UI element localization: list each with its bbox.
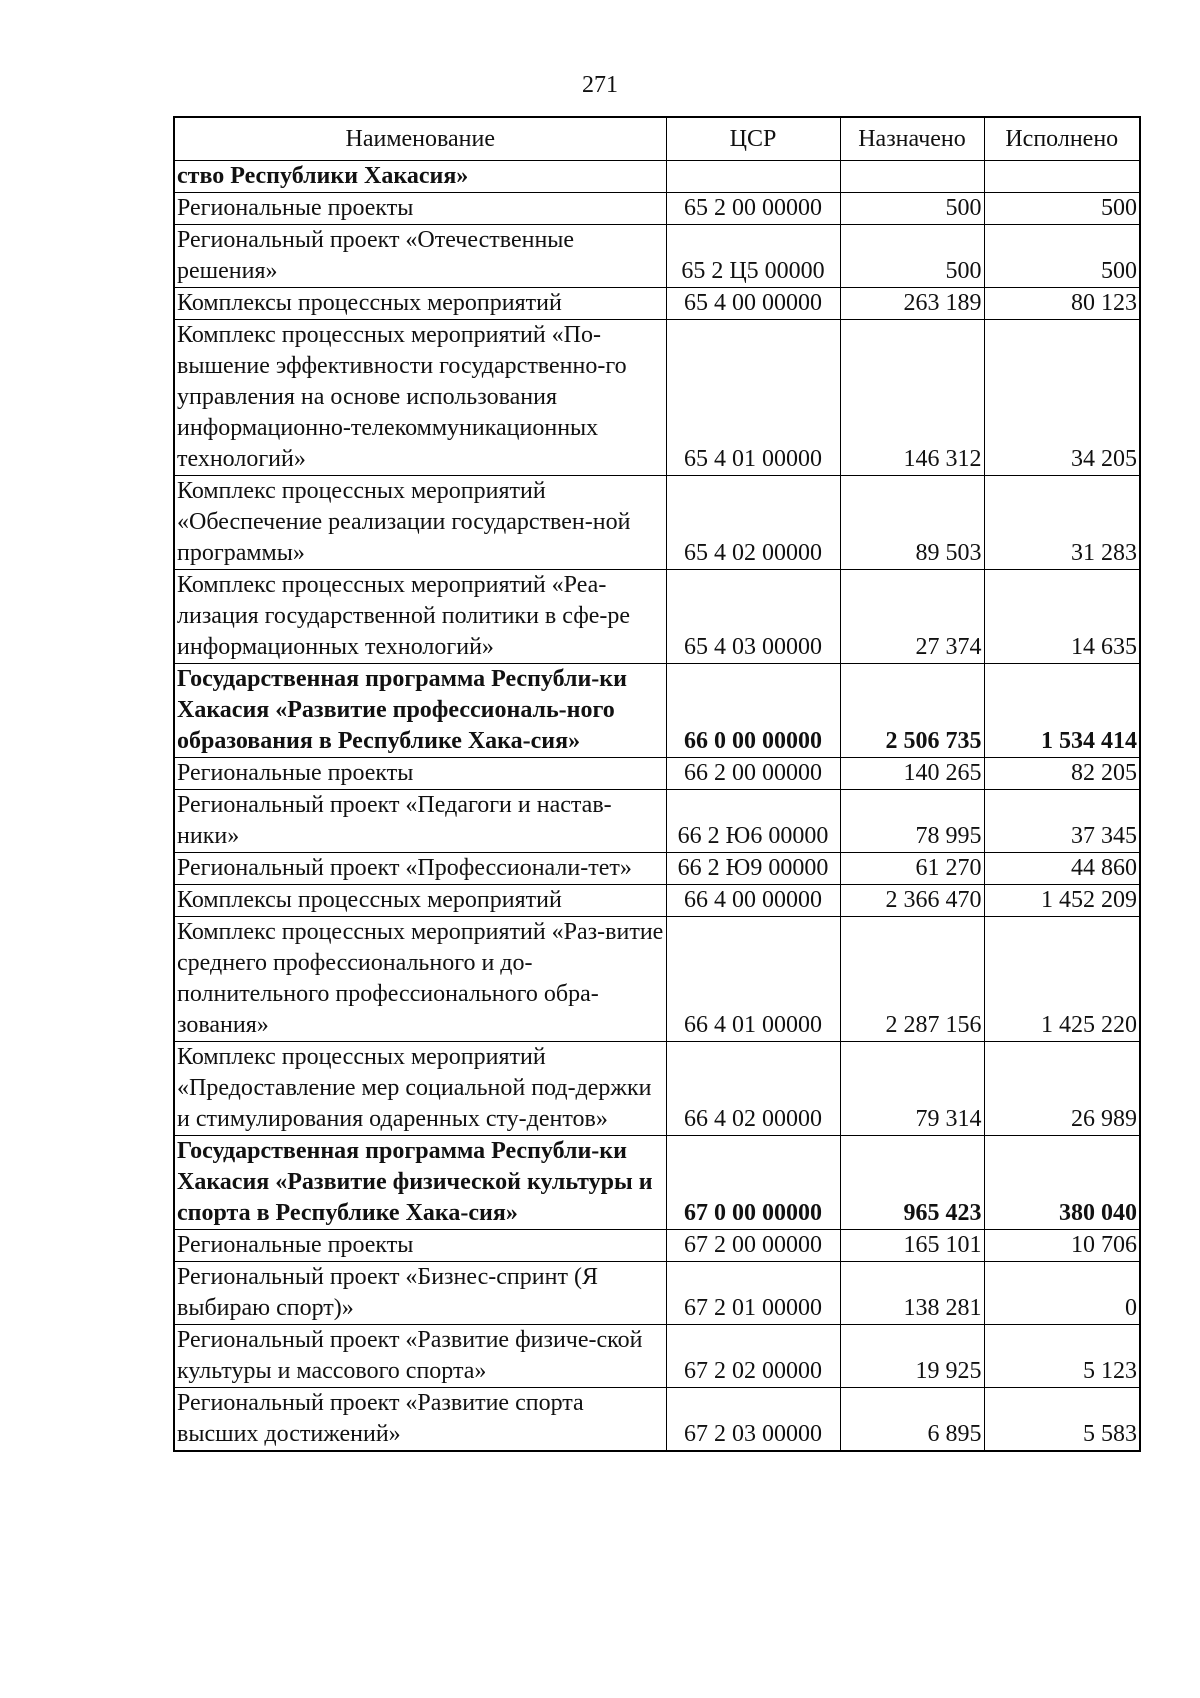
row-executed: 82 205 bbox=[984, 758, 1140, 790]
row-assigned: 138 281 bbox=[840, 1262, 984, 1325]
table-row bbox=[174, 476, 1140, 570]
table-row bbox=[174, 320, 1140, 476]
table-row bbox=[174, 664, 1140, 758]
row-csr: 65 4 02 00000 bbox=[666, 476, 840, 570]
row-assigned: 140 265 bbox=[840, 758, 984, 790]
row-executed: 31 283 bbox=[984, 476, 1140, 570]
row-assigned: 2 287 156 bbox=[840, 917, 984, 1042]
table-row bbox=[174, 1262, 1140, 1325]
row-csr: 66 0 00 00000 bbox=[666, 664, 840, 758]
budget-table bbox=[173, 116, 1141, 1452]
row-name: Комплекс процессных мероприятий «По-вышение эффективности государственно-го управления на основе использования информационно-телекоммуникационных технологий» bbox=[174, 320, 666, 476]
row-csr: 67 0 00 00000 bbox=[666, 1136, 840, 1230]
table-row bbox=[174, 758, 1140, 790]
row-executed: 37 345 bbox=[984, 790, 1140, 853]
row-executed: 0 bbox=[984, 1262, 1140, 1325]
row-assigned: 146 312 bbox=[840, 320, 984, 476]
table-row bbox=[174, 1042, 1140, 1136]
row-assigned: 2 506 735 bbox=[840, 664, 984, 758]
row-assigned: 79 314 bbox=[840, 1042, 984, 1136]
header-executed: Исполнено bbox=[984, 117, 1140, 161]
table-row bbox=[174, 225, 1140, 288]
row-executed: 380 040 bbox=[984, 1136, 1140, 1230]
header-assigned: Назначено bbox=[840, 117, 984, 161]
row-assigned: 19 925 bbox=[840, 1325, 984, 1388]
row-executed: 5 583 bbox=[984, 1388, 1140, 1452]
row-csr: 66 2 00 00000 bbox=[666, 758, 840, 790]
row-executed: 26 989 bbox=[984, 1042, 1140, 1136]
row-assigned bbox=[840, 161, 984, 193]
row-csr: 66 2 Ю6 00000 bbox=[666, 790, 840, 853]
row-executed: 1 425 220 bbox=[984, 917, 1140, 1042]
row-csr: 66 4 01 00000 bbox=[666, 917, 840, 1042]
table-row bbox=[174, 161, 1140, 193]
table-row bbox=[174, 917, 1140, 1042]
row-name: Региональный проект «Отечественные решения» bbox=[174, 225, 666, 288]
row-assigned: 500 bbox=[840, 225, 984, 288]
row-executed: 44 860 bbox=[984, 853, 1140, 885]
row-assigned: 263 189 bbox=[840, 288, 984, 320]
row-name: Региональный проект «Профессионали-тет» bbox=[174, 853, 666, 885]
row-assigned: 27 374 bbox=[840, 570, 984, 664]
table-header-row bbox=[174, 117, 1140, 161]
row-name: Комплексы процессных мероприятий bbox=[174, 885, 666, 917]
row-name: Комплекс процессных мероприятий «Обеспечение реализации государствен-ной программы» bbox=[174, 476, 666, 570]
row-name: Комплекс процессных мероприятий «Предоставление мер социальной под-держки и стимулирования одаренных сту-дентов» bbox=[174, 1042, 666, 1136]
row-name: Региональные проекты bbox=[174, 193, 666, 225]
row-name: Региональные проекты bbox=[174, 758, 666, 790]
row-csr: 67 2 01 00000 bbox=[666, 1262, 840, 1325]
page-number: 271 bbox=[582, 72, 618, 98]
row-csr bbox=[666, 161, 840, 193]
row-csr: 67 2 00 00000 bbox=[666, 1230, 840, 1262]
row-csr: 67 2 03 00000 bbox=[666, 1388, 840, 1452]
row-csr: 66 4 02 00000 bbox=[666, 1042, 840, 1136]
row-executed: 500 bbox=[984, 193, 1140, 225]
row-name: Региональный проект «Развитие физиче-ской культуры и массового спорта» bbox=[174, 1325, 666, 1388]
row-assigned: 965 423 bbox=[840, 1136, 984, 1230]
row-csr: 65 4 01 00000 bbox=[666, 320, 840, 476]
row-assigned: 61 270 bbox=[840, 853, 984, 885]
row-assigned: 2 366 470 bbox=[840, 885, 984, 917]
table-row bbox=[174, 193, 1140, 225]
table-row bbox=[174, 570, 1140, 664]
row-csr: 65 2 Ц5 00000 bbox=[666, 225, 840, 288]
row-csr: 66 2 Ю9 00000 bbox=[666, 853, 840, 885]
row-name: Региональные проекты bbox=[174, 1230, 666, 1262]
row-name: Комплексы процессных мероприятий bbox=[174, 288, 666, 320]
row-executed: 1 452 209 bbox=[984, 885, 1140, 917]
row-executed: 14 635 bbox=[984, 570, 1140, 664]
row-executed: 5 123 bbox=[984, 1325, 1140, 1388]
row-csr: 65 4 00 00000 bbox=[666, 288, 840, 320]
table-row bbox=[174, 885, 1140, 917]
table-row bbox=[174, 1136, 1140, 1230]
row-name: Региональный проект «Бизнес-спринт (Я выбираю спорт)» bbox=[174, 1262, 666, 1325]
row-name: Государственная программа Республи-ки Хакасия «Развитие физической культуры и спорта в Республике Хака-сия» bbox=[174, 1136, 666, 1230]
table-row bbox=[174, 1230, 1140, 1262]
row-name: Государственная программа Республи-ки Хакасия «Развитие профессиональ-ного образования в Республике Хака-сия» bbox=[174, 664, 666, 758]
header-csr: ЦСР bbox=[666, 117, 840, 161]
row-csr: 65 4 03 00000 bbox=[666, 570, 840, 664]
row-assigned: 165 101 bbox=[840, 1230, 984, 1262]
row-assigned: 6 895 bbox=[840, 1388, 984, 1452]
table-row bbox=[174, 790, 1140, 853]
row-csr: 66 4 00 00000 bbox=[666, 885, 840, 917]
row-csr: 65 2 00 00000 bbox=[666, 193, 840, 225]
table-row bbox=[174, 853, 1140, 885]
row-assigned: 78 995 bbox=[840, 790, 984, 853]
row-executed: 80 123 bbox=[984, 288, 1140, 320]
row-name: ство Республики Хакасия» bbox=[174, 161, 666, 193]
row-executed: 1 534 414 bbox=[984, 664, 1140, 758]
row-executed: 34 205 bbox=[984, 320, 1140, 476]
table-row bbox=[174, 288, 1140, 320]
row-assigned: 500 bbox=[840, 193, 984, 225]
table-row bbox=[174, 1325, 1140, 1388]
row-name: Комплекс процессных мероприятий «Реа-лизация государственной политики в сфе-ре информационных технологий» bbox=[174, 570, 666, 664]
row-executed: 10 706 bbox=[984, 1230, 1140, 1262]
row-executed: 500 bbox=[984, 225, 1140, 288]
table-row bbox=[174, 1388, 1140, 1452]
row-name: Региональный проект «Развитие спорта высших достижений» bbox=[174, 1388, 666, 1452]
row-assigned: 89 503 bbox=[840, 476, 984, 570]
row-csr: 67 2 02 00000 bbox=[666, 1325, 840, 1388]
header-name: Наименование bbox=[174, 117, 666, 161]
row-name: Комплекс процессных мероприятий «Раз-витие среднего профессионального и до-полнительного профессионального обра-зования» bbox=[174, 917, 666, 1042]
row-name: Региональный проект «Педагоги и настав-ники» bbox=[174, 790, 666, 853]
row-executed bbox=[984, 161, 1140, 193]
